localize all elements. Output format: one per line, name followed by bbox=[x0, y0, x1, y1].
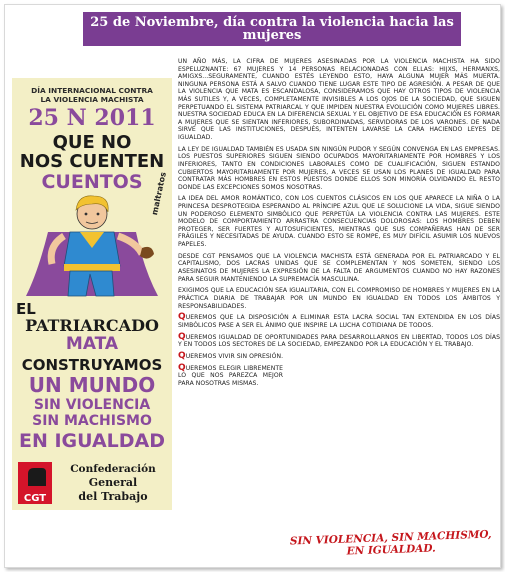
demand-initial: Q bbox=[178, 362, 186, 373]
poster-date: 25 N 2011 bbox=[28, 105, 156, 131]
poster-un-mundo: UN MUNDO bbox=[28, 373, 156, 397]
paragraph: LA LEY DE IGUALDAD TAMBIÉN ES USADA SIN NINGÚN PUDOR Y SEGÚN CONVENGA EN LAS EMPRESAS. LOS PUESTOS SUPERIORES SIGUEN SIENDO OCUPADOS MAYORITARIAMENTE POR HOMBRES Y LOS INFERIORES, TANTO EN CONDICIONES LABORALES COMO DE CUALIFICACIÓN, SIGUEN ESTANDO CUBIERTOS MAYORITARIAMENTE POR MUJERES, A VECES SE USAN LOS PLANES DE IGUALDAD PARA CONTRATAR MÁS HOMBRES EN ESTOS PUESTOS DONDE ELLOS SON MINORÍA OLVIDANDO EL RESTO DONDE LAS EXCEPCIONES SOMOS NOSOTRAS. bbox=[178, 145, 500, 191]
demand-item bbox=[178, 314, 500, 329]
poster-sin-violencia: SIN VIOLENCIA bbox=[33, 397, 151, 413]
poster-en-igualdad: EN IGUALDAD bbox=[18, 430, 166, 452]
cgt-logo-text: CGT bbox=[23, 493, 47, 504]
org-name-line-3: del Trabajo bbox=[78, 490, 148, 503]
poster-mata: MATA bbox=[65, 334, 119, 354]
org-name-line-1: Confederación bbox=[70, 463, 156, 475]
paragraph: LA IDEA DEL AMOR ROMÁNTICO, CON LOS CUENTOS CLÁSICOS EN LOS QUE APARECE LA NIÑA O LA PRINCESA DESPROTEGIDA ESPERANDO AL PRÍNCIPE AZUL QUE LE SOLUCIONE LA VIDA, SIGUE SIENDO UN PODEROSO ELEMENTO SIMBÓLICO QUE PERPETÚA LA VIOLENCIA CONTRA LAS MUJERES. ESTE MODELO DE COMPORTAMIENTO ARRASTRA CONSECUENCIAS DOLOROSAS: LOS HOMBRES DEBEN PROTEGER, SER FUERTES Y AUTOSUFICIENTES, MIENTRAS QUE SUS COMPAÑERAS HAN DE SER FRÁGILES Y NECESITADAS DE AYUDA. CUANDO ESTO SE ROMPE, ES MUY DIFÍCIL ASUMIR LOS NUEVOS PAPELES. bbox=[178, 195, 500, 249]
poster-maltratos-label: maltratos bbox=[150, 171, 168, 216]
paragraph: EXIGIMOS QUE LA EDUCACIÓN SEA IGUALITARIA, CON EL COMPROMISO DE HOMBRES Y MUJERES EN LA PRÁCTICA DIARIA DE TRABAJAR POR UN MUNDO EN IGUALDAD EN TODOS LOS ÁMBITOS Y RESPONSABILIDADES. bbox=[178, 287, 500, 310]
demand-item bbox=[178, 331, 500, 349]
article-body bbox=[178, 58, 500, 392]
cgt-logo bbox=[18, 462, 52, 504]
poster-el: EL bbox=[16, 300, 36, 318]
poster-nos-cuenten: NOS CUENTEN bbox=[19, 151, 165, 172]
campaign-poster bbox=[12, 78, 172, 510]
closing-slogan: SIN VIOLENCIA, SIN MACHISMO, EN IGUALDAD. bbox=[289, 528, 492, 558]
demand-initial: Q bbox=[178, 351, 186, 362]
org-name-line-2: General bbox=[88, 476, 138, 489]
cgt-fist-icon bbox=[18, 462, 52, 488]
demand-item bbox=[178, 353, 500, 361]
demand-text: UEREMOS VIVIR SIN OPRESIÓN. bbox=[185, 353, 284, 361]
demand-text: UEREMOS ELEGIR LIBREMENTE LO QUE NOS PAREZCA MEJOR PARA NOSOTRAS MISMAS. bbox=[178, 364, 283, 388]
org-name bbox=[56, 462, 170, 504]
prince-illustration bbox=[18, 192, 168, 298]
demand-initial: Q bbox=[178, 331, 186, 342]
demand-text: UEREMOS QUE LA DISPOSICIÓN A ELIMINAR ESTA LACRA SOCIAL TAN EXTENDIDA EN LOS DÍAS SIMBÓLICOS PASE A SER EL ÁNIMO QUE INSPIRE LA LUCHA COTIDIANA DE TODOS. bbox=[178, 314, 500, 329]
paragraph: UN AÑO MÁS, LA CIFRA DE MUJERES ASESINADAS POR LA VIOLENCIA MACHISTA HA SIDO ESPELUZNANTE: 67 MUJERES Y 14 PERSONAS RELACIONADAS CON ELLAS: HIJXS, HERMANXS, AMIGXS...SEGURAMENTE, CUANDO ESTÉS LEYENDO ESTO, HAYA ALGUNA MUJER MÁS MUERTA. NINGUNA PERSONA ESTÁ A SALVO CUANDO TIENE LUGAR ESTE TIPO DE AGRESIÓN. A PESAR DE QUE LA VIOLENCIA QUE MATA ES ESCANDALOSA, CONSIDERAMOS QUE HAY OTROS TIPOS DE VIOLENCIA MÁS SUTILES Y, A VECES, COMPLETAMENTE INVISIBLES A LOS OJOS DE LA SOCIEDAD, QUE SIGUEN PERPETUANDO EL SISTEMA PATRIARCAL Y QUE IMPIDEN NUESTRA EVOLUCIÓN COMO MUJERES LIBRES. NUESTRA SOCIEDAD EDUCA EN LA DIFERENCIA SEXUAL Y EL OBJETIVO DE ESA EDUCACIÓN ES FORMAR A MUJERES QUE SE SIENTAN INFERIORES, SUBORDINADAS, SERVIDORAS DE LOS VARONES. DE NADA SIRVE QUE LAS INSTITUCIONES, DESPUÉS, INTENTEN LAVARSE LA CARA HACIENDO LEYES DE IGUALDAD. bbox=[178, 58, 500, 141]
paragraph: DESDE CGT PENSAMOS QUE LA VIOLENCIA MACHISTA ESTÁ GENERADA POR EL PATRIARCADO Y EL CAPITALISMO, DOS LACRAS UNIDAS QUE SE COMPLEMENTAN Y NOS SOMETEN, SIENDO LOS ASESINATOS DE MUJERES LA EXPRESIÓN DE LA FALTA DE ARGUMENTOS CUANDO NO HAY RAZONES PARA SEGUIR MANTENIENDO LA SUPREMACÍA MASCULINA. bbox=[178, 252, 500, 283]
poster-line-2: LA VIOLENCIA MACHISTA bbox=[40, 95, 144, 104]
poster-construyamos: CONSTRUYAMOS bbox=[21, 356, 163, 374]
page-title: 25 de Noviembre, día contra la violencia hacia las mujeres bbox=[83, 12, 461, 46]
demand-initial: Q bbox=[178, 312, 186, 323]
demand-item bbox=[178, 362, 283, 388]
poster-cuentos: CUENTOS bbox=[41, 171, 143, 193]
poster-que-no: QUE NO bbox=[52, 132, 132, 153]
poster-line-1: DÍA INTERNACIONAL CONTRA bbox=[31, 86, 153, 95]
poster-sin-machismo: SIN MACHISMO bbox=[32, 413, 152, 429]
demand-text: UEREMOS IGUALDAD DE OPORTUNIDADES PARA DESARROLLARNOS EN LIBERTAD, TODOS LOS DÍAS Y EN TODOS LOS SECTORES DE LA SOCIEDAD, EMPEZANDO POR LA EDUCACIÓN Y EL TRABAJO. bbox=[178, 333, 500, 349]
poster-patriarcado: PATRIARCADO bbox=[25, 316, 159, 335]
